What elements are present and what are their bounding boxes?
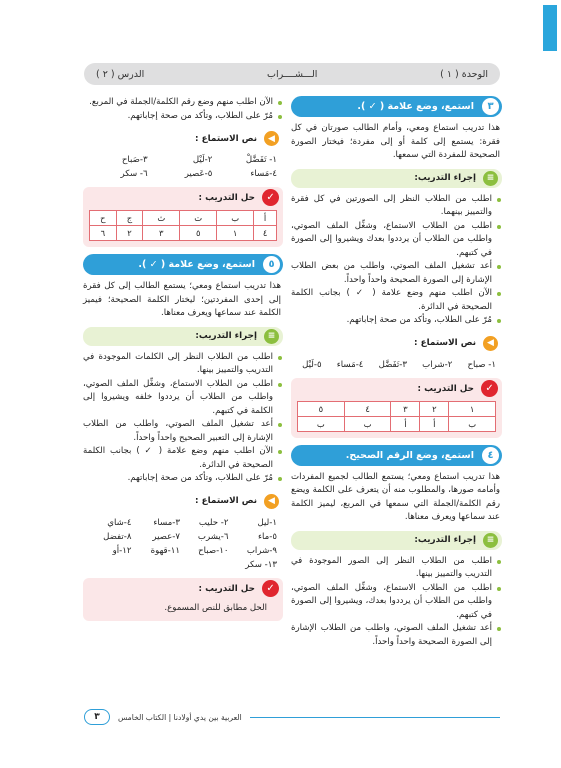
- table-cell: ٤: [254, 226, 277, 241]
- list-icon: ≡: [483, 533, 498, 548]
- word-item: ٢- حليب: [198, 517, 229, 528]
- listening-title: نص الاستماع :: [195, 133, 257, 144]
- word-item: ٤-مَساء: [250, 169, 277, 179]
- word-item: ٢-شراب: [422, 359, 453, 370]
- word-item: ١-ليل: [257, 517, 277, 528]
- procedure-title: إجراء التدريب:: [195, 331, 257, 341]
- table-cell: ٤: [344, 401, 391, 416]
- word-item: ١٣- سكر: [245, 559, 277, 570]
- procedure-header: [291, 531, 502, 550]
- table-cell: ٣: [143, 226, 180, 241]
- list-item: اطلب من الطلاب النظر إلى الصورتين في كل فقرة والتمييز بينهما.: [291, 193, 502, 220]
- procedure-header: [83, 327, 283, 346]
- solution-box: [83, 187, 283, 247]
- page-bookmark-tab: [543, 5, 557, 51]
- table-row: [298, 401, 496, 416]
- list-icon: ≡: [264, 329, 279, 344]
- solution-box: [83, 578, 283, 621]
- table-cell: ٥: [298, 401, 345, 416]
- table-row: [90, 226, 277, 241]
- list-item: اطلب من الطلاب الاستماع، وشغِّل الملف الصوتي، واطلب من الطلاب أن يرددوا خلفه ويشيروا إلى الكلمة في كتبهم.: [83, 378, 283, 419]
- lesson-label: الدرس ( ٢ ): [96, 68, 145, 80]
- word-item: ١- تَفَضَّلْ: [245, 155, 277, 165]
- table-cell: ج: [116, 211, 143, 226]
- listening-words: [83, 153, 283, 181]
- solution-text: الحل مطابق للنص المسموع.: [164, 602, 267, 613]
- solution-header: [89, 191, 277, 206]
- list-item: الآن اطلب منهم وضع علامة ( ✓ ) بجانب الكلمة الصحيحة في الدائرة.: [291, 287, 502, 314]
- exercise-4-description: هذا تدريب استماع ومعي؛ يستمع الطالب لجميع المفردات وأمامه صورها، والمطلوب منه أن يتعرف على الكلمة ويضع رقم الكلمة/الجملة التي سمعها في المربع، ليميز الكلمة عند سماعها ويعرف معناها.: [291, 471, 500, 522]
- word-item: ٩-شراب: [246, 545, 277, 556]
- list-icon: ≡: [483, 171, 498, 186]
- table-cell: ٢: [116, 226, 143, 241]
- list-item: مُرّ على الطلاب، وتأكد من صحة إجاباتهم.: [83, 110, 283, 124]
- list-item: مُرّ على الطلاب، وتأكد من صحة إجاباتهم.: [83, 472, 283, 486]
- table-cell: ٦: [90, 226, 117, 241]
- page-footer: [84, 709, 500, 725]
- page-number: ٣: [84, 709, 110, 725]
- word-item: ٥-عَصير: [184, 169, 213, 179]
- exercise-number: ٣: [481, 97, 500, 116]
- list-item: الآن اطلب منهم وضع رقم الكلمة/الجملة في المربع.: [83, 96, 283, 110]
- word-item: ٣-صَباح: [121, 155, 148, 165]
- left-column: [83, 96, 283, 628]
- word-item: ٨-تفضل: [103, 531, 132, 542]
- list-item: أعد تشغيل الملف الصوتي، واطلب من بعض الطلاب الإشارة إلى الصورة الصحيحة واحداً واحداً.: [291, 260, 502, 287]
- listening-header: [83, 492, 283, 511]
- procedure-title: إجراء التدريب:: [414, 173, 476, 183]
- exercise-3-description: هذا تدريب استماع ومعي، وأمام الطالب صورتان في كل فقرة: يستمع إلى كلمة أو إلى مفردة؛ فيختار الصورة الصحيحة للمفردة التي سمعها.: [291, 123, 500, 160]
- solution-header: [297, 382, 496, 397]
- table-cell: ب: [298, 416, 345, 431]
- table-cell: ث: [143, 211, 180, 226]
- listening-header: [291, 334, 502, 353]
- procedure-list: [83, 351, 283, 486]
- table-cell: ب: [449, 416, 496, 431]
- page-header: [84, 63, 500, 85]
- word-item: ٤-شاي: [107, 517, 132, 528]
- listening-title: نص الاستماع :: [414, 338, 476, 348]
- word-item: ٦- سكر: [120, 169, 148, 179]
- exercise-title: استمع، وضع علامة ( ✓ ).: [138, 259, 255, 270]
- right-column: [291, 96, 502, 655]
- solution-title: حل التدريب :: [417, 383, 474, 394]
- exercise-number: ٥: [262, 255, 281, 274]
- list-item: أعد تشغيل الملف الصوتي، واطلب من الطلاب الإشارة إلى التعبير الصحيح واحداً واحداً.: [83, 418, 283, 445]
- procedure-title: إجراء التدريب:: [414, 535, 476, 545]
- exercise-title: استمع، وضع الرقم الصحيح.: [345, 449, 474, 461]
- word-item: ٧-عصير: [152, 531, 180, 542]
- list-item: أعد تشغيل الملف الصوتي، واطلب من الطلاب الإشارة إلى الصورة الصحيحة واحداً واحداً.: [291, 622, 502, 649]
- table-cell: ٢: [420, 401, 449, 416]
- solution-title: حل التدريب :: [198, 193, 255, 203]
- list-item: الآن اطلب منهم وضع علامة ( ✓ ) بجانب الكلمة الصحيحة في الدائرة.: [83, 445, 283, 472]
- checkmark-icon: ✓: [262, 580, 279, 597]
- table-cell: أ: [420, 416, 449, 431]
- word-item: ١٢-أو: [112, 545, 132, 556]
- procedure-list: [291, 555, 502, 650]
- table-cell: ب: [344, 416, 391, 431]
- table-cell: أ: [254, 211, 277, 226]
- list-item: اطلب من الطلاب النظر إلى الصور الموجودة في التدريب والتمييز بينها.: [291, 555, 502, 582]
- listening-title: نص الاستماع :: [195, 496, 257, 506]
- word-item: ٢-لَيْل: [192, 155, 213, 165]
- table-cell: ت: [180, 211, 217, 226]
- listening-words: [83, 516, 283, 572]
- list-item: مُرّ على الطلاب، وتأكد من صحة إجاباتهم.: [291, 314, 502, 328]
- list-item: اطلب من الطلاب الاستماع، وشغِّل الملف الصوتي، واطلب من الطلاب أن يرددوا بعدك، ويشيروا إلى الصورة في كتبهم.: [291, 582, 502, 623]
- listening-header: [83, 129, 283, 148]
- page-title: الـــشــــراب: [267, 68, 318, 80]
- word-item: ٣-مساء: [153, 517, 180, 528]
- exercise-5-description: هذا تدريب استماع ومعي؛ يستمع الطالب إلى كل فقرة إلى إحدى المفردتين؛ ليختار الكلمة الصحيحة؛ فيميز الكلمة عند سماعها ويعرف معناها.: [83, 281, 281, 318]
- table-cell: ١: [217, 226, 254, 241]
- table-cell: ٣: [391, 401, 420, 416]
- checkmark-icon: ✓: [481, 380, 498, 397]
- procedure-header: [291, 169, 502, 188]
- table-cell: ١: [449, 401, 496, 416]
- word-item: ١١-قهوة: [150, 545, 180, 556]
- table-row: [298, 416, 496, 431]
- procedure-list: [291, 193, 502, 328]
- word-item: ٤-مَساء: [336, 359, 364, 370]
- word-item: ١- صباح: [467, 359, 496, 370]
- speaker-icon: ◀: [483, 336, 498, 351]
- list-item: اطلب من الطلاب الاستماع، وشغِّل الملف الصوتي، واطلب من الطلاب أن يرددوا بعدك ويشيروا إلى الصورة في كتبهم.: [291, 220, 502, 261]
- listening-words: [291, 358, 502, 372]
- checkmark-icon: ✓: [262, 189, 279, 206]
- list-item: اطلب من الطلاب النظر إلى الكلمات الموجودة في التدريب والتمييز بينها.: [83, 351, 283, 378]
- solution-header: [89, 582, 277, 597]
- word-item: ٦-يشرب: [197, 531, 229, 542]
- speaker-icon: ◀: [264, 494, 279, 509]
- table-row: [90, 211, 277, 226]
- table-cell: ح: [90, 211, 117, 226]
- speaker-icon: ◀: [264, 131, 279, 146]
- table-cell: ٥: [180, 226, 217, 241]
- word-item: ٥-ماء: [258, 531, 277, 542]
- word-item: ٥-لَيْل: [302, 359, 322, 370]
- exercise-3-header: [291, 96, 502, 117]
- word-item: ١٠-صباح: [198, 545, 229, 556]
- book-title: العربية بين يدي أولادنا | الكتاب الخامس: [118, 712, 242, 722]
- word-item: ٣-تَفَضَّل: [378, 359, 408, 370]
- solution-box: [291, 378, 502, 438]
- unit-label: الوحدة ( ١ ): [440, 68, 488, 80]
- exercise-title: استمع، وضع علامة ( ✓ ).: [357, 101, 474, 112]
- exercise-4-header: [291, 445, 502, 466]
- answer-table: [297, 401, 496, 432]
- table-cell: ب: [217, 211, 254, 226]
- footer-divider: [250, 717, 500, 718]
- answer-table: [89, 210, 277, 241]
- exercise-5-header: [83, 254, 283, 275]
- solution-title: حل التدريب :: [198, 583, 255, 594]
- table-cell: أ: [391, 416, 420, 431]
- procedure-list-continued: [83, 96, 283, 123]
- exercise-number: ٤: [481, 446, 500, 465]
